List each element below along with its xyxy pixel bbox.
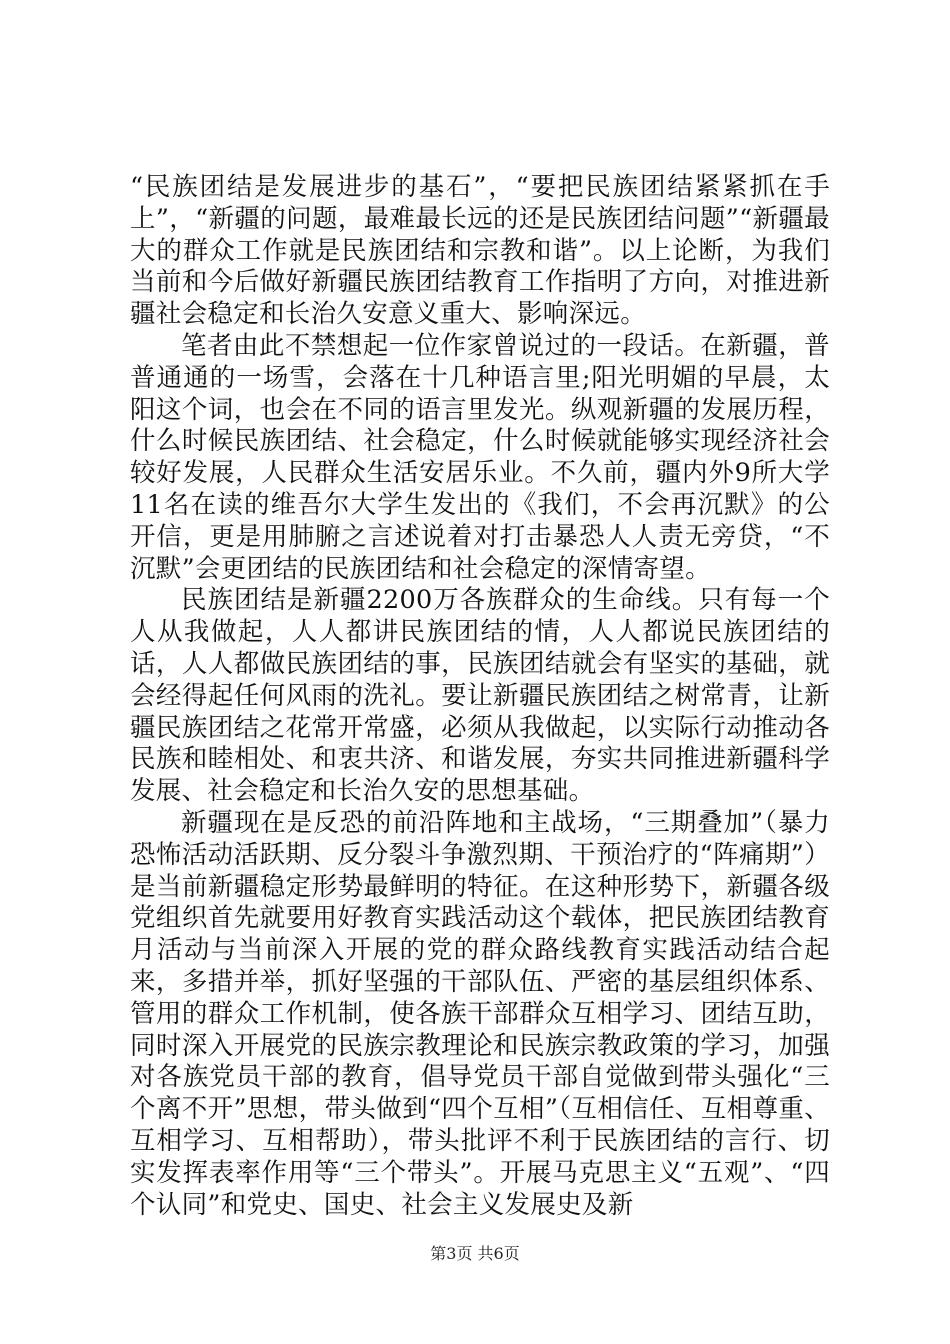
paragraph-3: 民族团结是新疆2200万各族群众的生命线。只有每一个人从我做起，人人都讲民族团结的情，人人都说民族团结的话，人人都做民族团结的事，民族团结就会有坚实的基础，就会经得起任何风雨的洗礼。要让新疆民族团结之树常青，让新疆民族团结之花常开常盛，必须从我做起，以实际行动推动各民族和睦相处、和衷共济、和谐发展，夯实共同推进新疆科学发展、社会稳定和长治久安的思想基础。 (130, 585, 830, 807)
paragraph-2: 笔者由此不禁想起一位作家曾说过的一段话。在新疆，普普通通的一场雪，会落在十几种语言里;阳光明媚的早晨，太阳这个词，也会在不同的语言里发光。纵观新疆的发展历程，什么时候民族团结、社会稳定，什么时候就能够实现经济社会较好发展，人民群众生活安居乐业。不久前，疆内外9所大学11名在读的维吾尔大学生发出的《我们，不会再沉默》的公开信，更是用肺腑之言述说着对打击暴恐人人责无旁贷，“不沉默”会更团结的民族团结和社会稳定的深情寄望。 (130, 330, 830, 584)
page-footer: 第3页 共6页 (430, 1244, 520, 1263)
paragraph-4: 新疆现在是反恐的前沿阵地和主战场，“三期叠加”（暴力恐怖活动活跃期、反分裂斗争激烈期、干预治疗的“阵痛期”）是当前新疆稳定形势最鲜明的特征。在这种形势下，新疆各级党组织首先就要用好教育实践活动这个载体，把民族团结教育月活动与当前深入开展的党的群众路线教育实践活动结合起来，多措并举，抓好坚强的干部队伍、严密的基层组织体系、管用的群众工作机制，使各族干部群众互相学习、团结互助，同时深入开展党的民族宗教理论和民族宗教政策的学习，加强对各族党员干部的教育，倡导党员干部自觉做到带头强化“三个离不开”思想，带头做到“四个互相”（互相信任、互相尊重、互相学习、互相帮助），带头批评不利于民族团结的言行、切实发挥表率作用等“三个带头”。开展马克思主义“五观”、“四个认同”和党史、国史、社会主义发展史及新 (130, 807, 830, 1220)
paragraph-1: “民族团结是发展进步的基石”，“要把民族团结紧紧抓在手上”，“新疆的问题，最难最长远的还是民族团结问题”“新疆最大的群众工作就是民族团结和宗教和谐”。以上论断，为我们当前和今后做好新疆民族团结教育工作指明了方向，对推进新疆社会稳定和长治久安意义重大、影响深远。 (130, 172, 830, 330)
document-body (130, 172, 830, 1221)
